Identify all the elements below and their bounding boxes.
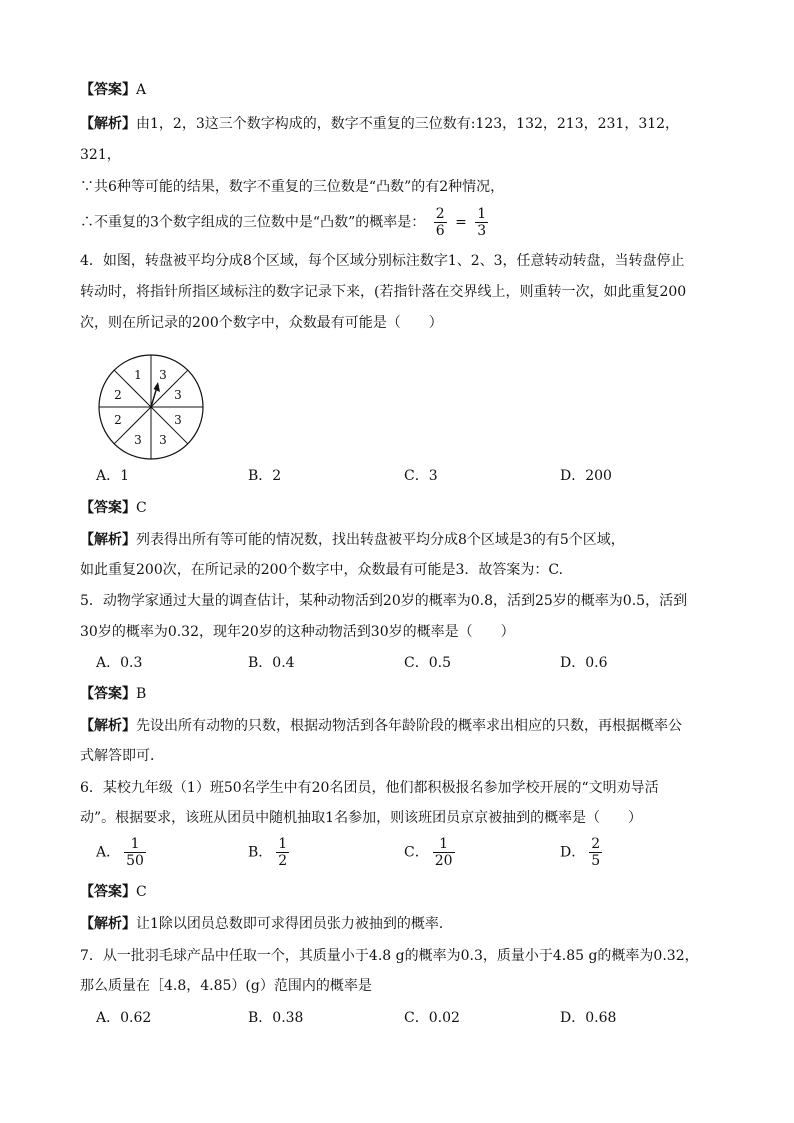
fraction-numerator: 2 (435, 206, 445, 222)
q3-analysis-line3: ∵共6种等可能的结果，数字不重复的三位数是“凸数”的有2种情况， (80, 179, 505, 195)
spinner-region-label: 3 (159, 368, 167, 382)
option-label: B． (248, 844, 273, 861)
answer-tag: 【答案】 (80, 500, 136, 516)
spinner-region-label: 1 (134, 368, 142, 382)
spinner-region-label: 3 (134, 433, 142, 447)
analysis-text: 由1，2，3这三个数字构成的，数字不重复的三位数有:123，132，213，231，312， (136, 116, 680, 132)
option-label: A． (96, 844, 121, 861)
spinner-diagram (96, 352, 206, 462)
fraction-denominator: 5 (591, 853, 601, 869)
q5-stem-line2: 30岁的概率为0.32，现年20岁的这种动物活到30岁的概率是（ ） (80, 624, 515, 640)
q7-stem-line2: 那么质量在［4.8，4.85）(g）范围内的概率是 (80, 978, 372, 994)
fraction-denominator: 2 (278, 853, 288, 869)
q6-answer (80, 882, 147, 902)
analysis-text: 先设出所有动物的只数，根据动物活到各年龄阶段的概率求出相应的只数，再根据概率公 (136, 718, 682, 734)
analysis-tag: 【解析】 (80, 116, 136, 132)
q7-stem-line1: 7．从一批羽毛球产品中任取一个，其质量小于4.8 g的概率为0.3，质量小于4.85 g的概率为0.32， (80, 948, 699, 964)
option-label: D． (560, 844, 586, 861)
q4-analysis-line2: 如此重复200次，在所记录的200个数字中，众数最有可能是3．故答案为：C. (80, 562, 564, 578)
q3-answer (80, 80, 146, 100)
option-b: B．2 (248, 468, 282, 484)
analysis-text: ∴不重复的3个数字组成的三位数中是“凸数”的概率是： (80, 214, 426, 231)
equals-sign: = (455, 214, 467, 231)
analysis-text: 让1除以团员总数即可求得团员张力被抽到的概率． (136, 916, 453, 932)
fraction-denominator: 20 (434, 853, 453, 869)
spinner-region-label: 3 (174, 413, 182, 427)
q4-stem-line3: 次，则在所记录的200个数字中，众数最有可能是（ ） (80, 315, 443, 331)
q3-analysis-line4 (80, 206, 492, 239)
option-a (96, 836, 150, 869)
fraction-1-3 (475, 206, 488, 239)
fraction-2-6 (434, 206, 447, 239)
q6-stem-line2: 动”。根据要求，该班从团员中随机抽取1名参加，则该班团员京京被抽到的概率是（ ） (80, 810, 643, 826)
option-d: D．200 (560, 468, 612, 484)
option-fraction (589, 836, 602, 869)
option-a: A．0.3 (96, 655, 143, 671)
analysis-tag: 【解析】 (80, 718, 136, 734)
fraction-numerator: 2 (591, 836, 601, 852)
fraction-denominator: 50 (126, 853, 144, 869)
q5-answer (80, 684, 146, 704)
option-label: C． (404, 844, 429, 861)
q4-answer (80, 498, 147, 518)
analysis-tag: 【解析】 (80, 532, 136, 548)
spinner-pointer-icon (151, 382, 160, 407)
spinner-region-label: 3 (174, 388, 182, 402)
answer-value: C (136, 500, 147, 516)
answer-value: B (136, 686, 147, 702)
option-fraction (124, 836, 146, 869)
q5-stem-line1: 5．动物学家通过大量的调查估计，某种动物活到20岁的概率为0.8，活到25岁的概率为0.5，活到 (80, 593, 688, 609)
answer-value: A (136, 82, 147, 98)
spinner-region-label: 2 (114, 388, 122, 402)
spinner-region-label: 3 (159, 433, 167, 447)
q5-analysis-line2: 式解答即可． (80, 748, 164, 764)
q5-analysis-line1 (80, 716, 682, 736)
q4-stem-line1: 4．如图，转盘被平均分成8个区域，每个区域分别标注数字1、2、3，任意转动转盘，当转盘停止 (80, 253, 685, 269)
q6-analysis-line1 (80, 914, 453, 934)
option-d (560, 836, 606, 869)
option-d: D．0.6 (560, 655, 608, 671)
q7-options (96, 1008, 736, 1048)
q4-stem-line2: 转动时，将指针所指区域标注的数字记录下来，(若指针落在交界线上，则重转一次，如此重复200 (80, 284, 687, 300)
option-d: D．0.68 (560, 1010, 617, 1026)
q6-options (96, 836, 736, 876)
option-c: C．0.02 (404, 1010, 460, 1026)
option-c: C．3 (404, 468, 438, 484)
fraction-numerator: 1 (278, 836, 288, 852)
option-a: A．0.62 (96, 1010, 152, 1026)
option-b (248, 836, 293, 869)
answer-tag: 【答案】 (80, 686, 136, 702)
q6-stem-line1: 6．某校九年级（1）班50名学生中有20名团员，他们都积极报名参加学校开展的“文明劝导活 (80, 780, 659, 796)
fraction-numerator: 1 (477, 206, 487, 222)
fraction-numerator: 1 (433, 836, 455, 853)
spinner-region-label: 2 (114, 413, 122, 427)
option-c: C．0.5 (404, 655, 451, 671)
option-fraction (433, 836, 455, 869)
option-a: A．1 (96, 468, 130, 484)
q4-options (96, 466, 736, 506)
answer-tag: 【答案】 (80, 884, 136, 900)
q5-options (96, 653, 736, 693)
analysis-tag: 【解析】 (80, 916, 136, 932)
option-fraction (276, 836, 289, 869)
fraction-denominator: 6 (435, 223, 445, 239)
option-b: B．0.4 (248, 655, 295, 671)
option-c (404, 836, 459, 869)
answer-value: C (136, 884, 147, 900)
analysis-text: 列表得出所有等可能的情况数，找出转盘被平均分成8个区域是3的有5个区域， (136, 532, 625, 548)
q3-analysis-line1 (80, 114, 679, 134)
q3-analysis-line2: 321， (80, 147, 121, 163)
fraction-denominator: 3 (477, 223, 487, 239)
q4-analysis-line1 (80, 530, 625, 550)
answer-tag: 【答案】 (80, 82, 136, 98)
option-b: B．0.38 (248, 1010, 304, 1026)
fraction-numerator: 1 (124, 836, 146, 853)
